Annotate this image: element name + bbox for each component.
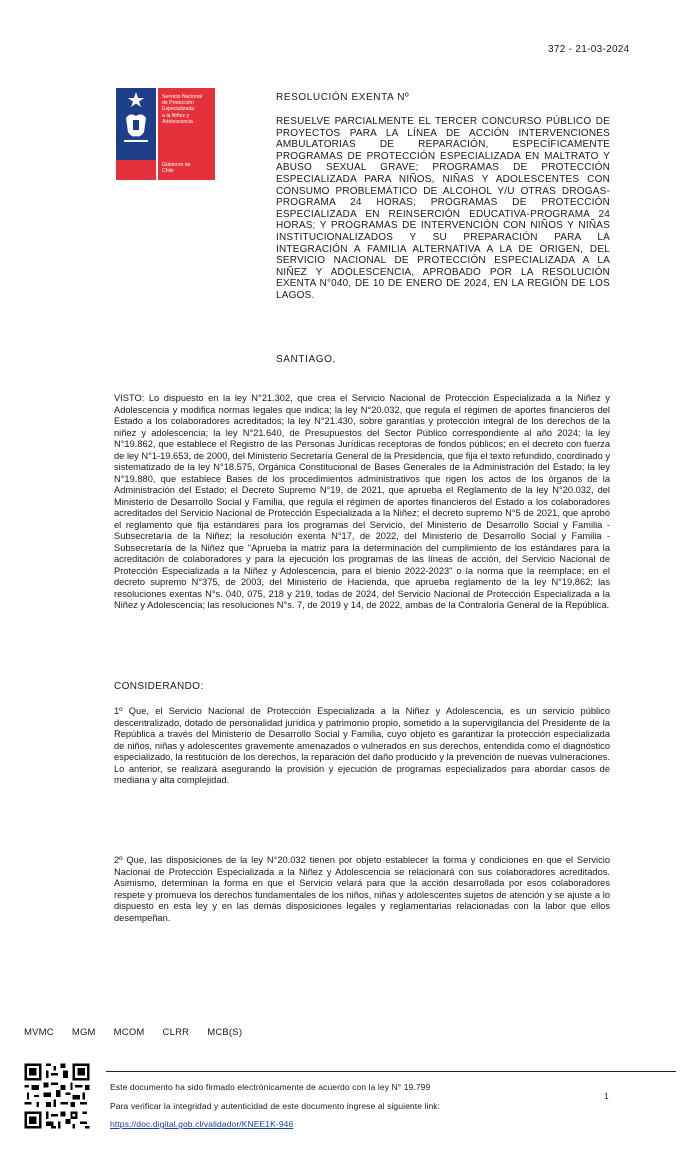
logo-line: de Protección	[162, 100, 194, 107]
footer-signature-notice: Este documento ha sido firmado electrónicamente de acuerdo con la ley N° 19.799	[110, 1082, 431, 1092]
initials-item: MCB(S)	[207, 1027, 243, 1038]
chile-emblem-icon	[116, 88, 156, 180]
initials-row	[24, 1027, 242, 1038]
considerando-paragraph-1: 1º Que, el Servicio Nacional de Protección Especializada a la Niñez y Adolescencia, es un servicio público descentralizado, dotado de personalidad jurídica y patrimonio propio, sometido a la supervigilancia del Presidente de la República a través del Ministerio de Desarrollo Social y Familia, cuyo objeto es garantizar la protección especializada de niños, niñas y adolescentes gravemente amenazados o vulnerados en sus derechos, entendida como el diagnóstico especializado, la restitución de los derechos, la reparación del daño producido y la prevención de nuevas vulneraciones. Lo anterior, se realizará asegurando la provisión y ejecución de programas especializados para abordar casos de mediana y alta complejidad.	[114, 706, 610, 785]
document-number: 372 - 21-03-2024	[548, 44, 630, 55]
initials-item: CLRR	[162, 1027, 190, 1038]
footer-rule	[106, 1071, 676, 1072]
logo-text-panel	[158, 88, 215, 180]
considerando-paragraph-2: 2º Que, las disposiciones de la ley N°20.032 tienen por objeto establecer la forma y condiciones en que el Servicio Nacional de Protección Especializada a la Niñez y Adolescencia se relacionará con sus colaboradores acreditados. Asimismo, determinan la forma en que el Servicio velará para que la acción desarrollada por esos colaboradores respete y promueva los derechos fundamentales de los niños, niñas y adolescentes sujetos de atención y se ajuste a lo dispuesto en esta ley y en las demás disposiciones legales y reglamentarias relacionadas con la labor que ellos desempeñan.	[114, 855, 610, 923]
initials-item: MGM	[71, 1027, 96, 1038]
logo-government	[162, 162, 191, 174]
logo-flag-panel	[114, 88, 158, 180]
initials-item: MCOM	[113, 1027, 145, 1038]
considerando-heading: CONSIDERANDO:	[114, 681, 204, 692]
logo-line: Adolescencia	[162, 118, 193, 125]
place-line: SANTIAGO,	[276, 354, 336, 365]
verification-link[interactable]: https://doc.digital.gob.cl/validador/KNEE1K-946	[110, 1119, 294, 1129]
resolution-summary: RESUELVE PARCIALMENTE EL TERCER CONCURSO PÚBLICO DE PROYECTOS PARA LA LÍNEA DE ACCIÓN INTERVENCIONES AMBULATORIAS DE REPARACIÓN, ESPECÍFICAMENTE PROGRAMAS DE PROTECCIÓN ESPECIALIZADA EN MALTRATO Y ABUSO SEXUAL GRAVE; PROGRAMAS DE PROTECCIÓN ESPECIALIZADA PARA NIÑOS, NIÑAS Y ADOLESCENTES CON CONSUMO PROBLEMÁTICO DE ALCOHOL Y/U OTRAS DROGAS-PROGRAMA 24 HORAS; PROGRAMAS DE PROTECCIÓN ESPECIALIZADA EN REINSERCIÓN EDUCATIVA-PROGRAMA 24 HORAS; Y PROGRAMAS DE INTERVENCIÓN CON NIÑOS Y NIÑAS INSTITUCIONALIZADOS Y SU PREPARACIÓN PARA LA INTEGRACIÓN A FAMILIA ALTERNATIVA A LA DE ORIGEN, DEL SERVICIO NACIONAL DE PROTECCIÓN ESPECIALIZADA A LA NIÑEZ Y ADOLESCENCIA, APROBADO POR LA RESOLUCIÓN EXENTA N°040, DE 10 DE ENERO DE 2024, EN LA REGIÓN DE LOS LAGOS.	[276, 116, 610, 301]
resolution-title: RESOLUCIÓN EXENTA Nº	[276, 92, 410, 103]
logo-line: Chile	[162, 167, 174, 174]
logo-line: a la Niñez y	[162, 112, 190, 119]
logo-line: Gobierno de	[162, 161, 191, 168]
institution-logo	[114, 88, 215, 180]
page-number: 1	[604, 1091, 609, 1101]
initials-item: MVMC	[24, 1027, 54, 1038]
logo-line: Servicio Nacional	[162, 94, 203, 100]
footer-verify-notice: Para verificar la integridad y autenticidad de este documento ingrese al siguiente link:	[110, 1101, 441, 1111]
logo-line: Especializada	[162, 106, 195, 113]
visto-paragraph: VISTO: Lo dispuesto en la ley N°21.302, que crea el Servicio Nacional de Protección Especializada a la Niñez y Adolescencia y modifica normas legales que indica; la ley N°20.032, que regula el régimen de aportes financieros del Estado a los colaboradores acreditados; la ley N°21.430, sobre garantías y protección integral de los derechos de la niñez y adolescencia; la ley N°21.640, de Presupuestos del Sector Público correspondiente al año 2024; la ley N°19.862, que establece el Registro de las Personas Jurídicas receptoras de fondos públicos; en el decreto con fuerza de ley N°1-19.653, de 2000, del Ministerio Secretaría General de la Presidencia, que fija el texto refundido, coordinado y sistematizado de la ley N°18.575, Orgánica Constitucional de Bases Generales de la Administración del Estado; la ley N°19.880, que establece Bases de los procedimientos administrativos que rigen los actos de los órganos de la Administración del Estado; el Decreto Supremo N°19, de 2021, que aprueba el Reglamento de la ley N°20.032, del Ministerio de Desarrollo Social y Familia, que regula el régimen de aportes financieros del Estado a los colaboradores acreditados del Servicio Nacional de Protección Especializada a la Niñez; el decreto supremo N°5 de 2021, que aprobó el reglamento que fija estándares para los programas del Servicio, del Ministerio de Desarrollo Social y Familia - Subsecretaría de la Niñez; la resolución exenta N°17, de 2022, del Ministerio de Desarrollo Social y Familia - Subsecretaría de la Niñez que "Aprueba la matriz para la determinación del cumplimiento de los estándares para la acreditación de colaboradores y para la ejecución los programas de las líneas de acción, del Servicio Nacional de Protección Especializada a la Niñez y Adolescencia, para el bienio 2022-2023" o la norma que la reemplace; en el decreto supremo N°375, de 2003, del Ministerio de Hacienda, que aprueba reglamento de la ley N°19.862; las resoluciones exentas N°s. 040, 075, 218 y 219, todas de 2024, del Servicio Nacional de Protección Especializada a la Niñez y Adolescencia; las resoluciones N°s. 7, de 2019 y 14, de 2022, ambas de la Contraloría General de la República.	[114, 393, 610, 610]
qr-code-icon	[22, 1061, 92, 1131]
